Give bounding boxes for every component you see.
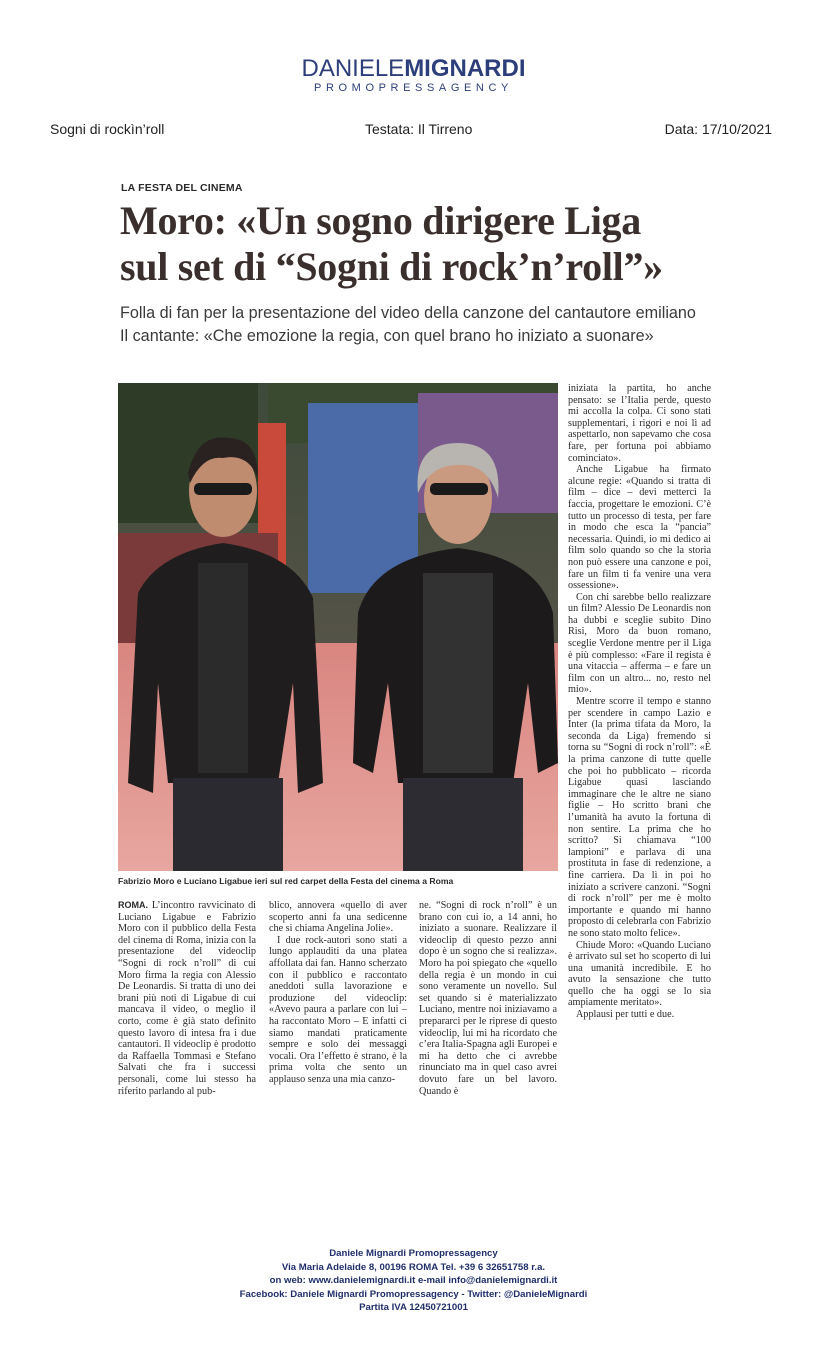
clipping-date: Data: 17/10/2021	[664, 121, 772, 137]
article-text: L’incontro ravvicinato di Luciano Ligabue e Fabrizio Moro con il pubblico della Festa del cinema di Roma, inizia con la presentazione del videoclip “Sogni di rock n’roll” di cui Moro firma la regia con Alessio De Leonardis. Si tratta di uno dei brani più noti di Ligabue di cui mancava il video, o meglio il corto, come è già stato definito questo lavoro di intesa fra i due cantautori. Il videoclip è prodotto da Raffaella Tommasi e Stefano Salvati che fra i successi personali, come lui stesso ha riferito parlando al pub-	[118, 900, 256, 1097]
subhead-line-2: Il cantante: «Che emozione la regia, con quel brano ho iniziato a suonare»	[120, 327, 654, 345]
article-kicker: LA FESTA DEL CINEMA	[121, 182, 243, 194]
agency-footer	[0, 1247, 827, 1315]
dateline-city: ROMA.	[118, 900, 148, 910]
article-paragraph: Chiude Moro: «Quando Luciano è arrivato sul set ho scoperto di lui una umanità incredibile. E ho avuto la sensazione che tutto quello che ha oggi se lo sia ampiamente meritato».	[568, 939, 711, 1009]
footer-social: Facebook: Daniele Mignardi Promopressagency - Twitter: @DanieleMignardi	[239, 1288, 588, 1300]
photo-caption: Fabrizio Moro e Luciano Ligabue ieri sul red carpet della Festa del cinema a Roma	[118, 876, 454, 886]
footer-agency-name: Daniele Mignardi Promopressagency	[329, 1248, 498, 1259]
footer-vat: Partita IVA 12450721001	[359, 1302, 468, 1314]
article-paragraph: iniziata la partita, ho anche pensato: se l’Italia perde, questo mi accolla la colpa. Ci sono stati supplementari, i rigori e noi lì ad aspettarlo, non sapevamo che cosa fare, per fortuna poi abbiamo cominciato».	[568, 383, 711, 464]
logo-name-bold: MIGNARDI	[404, 55, 526, 82]
article-paragraph: Con chi sarebbe bello realizzare un film? Alessio De Leonardis non ha dubbi e sceglie subito Dino Risi, Moro da buon romano, sceglie Verdone mentre per il Liga è più complesso: «Fare il regista è una vitaccia – afferma – e fare un film con un altro... no, resto nel mio».	[568, 591, 711, 696]
article-paragraph: Mentre scorre il tempo e stanno per scendere in campo Lazio e Inter (la prima tifata da Moro, la seconda da Liga) fremendo si torna su “Sogni di rock n’roll”: «È la prima canzone di tutte quelle che poi ho pubblicato – ricorda Ligabue quasi lasciando immaginare che le altre ne siano figlie – Ho scritto brani che l’umanità ha avuto la fortuna di non sentire. La prima che ho scritto? Si chiamava “100 lampioni” e parlava di una prostituta in fase di redenzione, a fine carriera. Da lì in poi ho iniziato a scrivere canzoni. “Sogni di rock n’roll” per me è molto importante e quando mi hanno proposto di celebrarla con Fabrizio ne sono stato molto felice».	[568, 696, 711, 939]
footer-address: Via Maria Adelaide 8, 00196 ROMA Tel. +39 6 32651758 r.a.	[281, 1261, 546, 1273]
logo-tagline: PROMOPRESSAGENCY	[314, 82, 513, 94]
photo-illustration	[118, 383, 558, 871]
article-column-3	[419, 900, 557, 1097]
clipping-title: Sogni di rockìn’roll	[50, 121, 165, 137]
logo-wordmark	[0, 56, 827, 82]
article-subhead	[120, 302, 720, 348]
photo-red-carpet-icon	[118, 383, 558, 871]
clipping-source: Testata: Il Tirreno	[365, 121, 473, 137]
article-headline	[120, 198, 720, 290]
clipping-header	[50, 121, 772, 139]
article-paragraph: ne. “Sogni di rock n’roll” è un brano con cui io, a 14 anni, ho iniziato a suonare. Realizzare il videoclip di questo pezzo anni dopo è un sogno che si realizza». Moro ha poi spiegato che «quello della regia è un mondo in cui sono veramente un novello. Sul set quando si è materializzato Luciano, mentre noi iniziavamo a prepararci per le riprese di questo videoclip, lui mi ha ricordato che c’era Italia-Spagna agli Europei e mi ha detto che ci avrebbe rinunciato ma in quel caso avrei dovuto fare un bel lavoro. Quando è	[419, 900, 557, 1097]
article-column-2	[269, 900, 407, 1086]
article-paragraph	[118, 900, 256, 1097]
article-paragraph: Anche Ligabue ha firmato alcune regie: «Quando si tratta di film – dice – devi metterci la faccia, progettare le emozioni. C’è tutto un processo di testa, per fare in modo che esca la “pancia” necessaria. Quindi, io mi dedico ai film solo quando so che la storia non può essere una canzone e poi, fare un film ti fa venire una vera ossessione».	[568, 464, 711, 592]
headline-line-2: sul set di “Sogni di rock’n’roll”»	[120, 244, 663, 289]
article-paragraph: blico, annovera «quello di aver scoperto anni fa una sedicenne che si chiama Angelina Jolie».	[269, 900, 407, 935]
newspaper-article	[118, 178, 718, 1118]
agency-logo	[0, 56, 827, 94]
logo-name-light: DANIELE	[301, 55, 405, 82]
article-column-1	[118, 900, 256, 1097]
article-paragraph: Applausi per tutti e due.	[576, 1009, 675, 1021]
subhead-line-1: Folla di fan per la presentazione del video della canzone del cantautore emiliano	[120, 304, 696, 322]
article-column-4	[568, 383, 711, 1118]
article-paragraph: I due rock-autori sono stati a lungo applauditi da una platea affollata dai fan. Hanno scherzato con il pubblico e raccontato aneddoti sulla lavorazione e produzione del videoclip: «Avevo paura a parlare con lui – ha raccontato Moro – E infatti ci siamo mandati praticamente sempre e solo dei messaggi vocali. Ora l’effetto è strano, è la prima volta che sento un applauso senza una mia canzo-	[269, 934, 407, 1085]
headline-line-1: Moro: «Un sogno dirigere Liga	[120, 198, 641, 243]
footer-web-email: on web: www.danielemignardi.it e-mail info@danielemignardi.it	[269, 1275, 558, 1287]
